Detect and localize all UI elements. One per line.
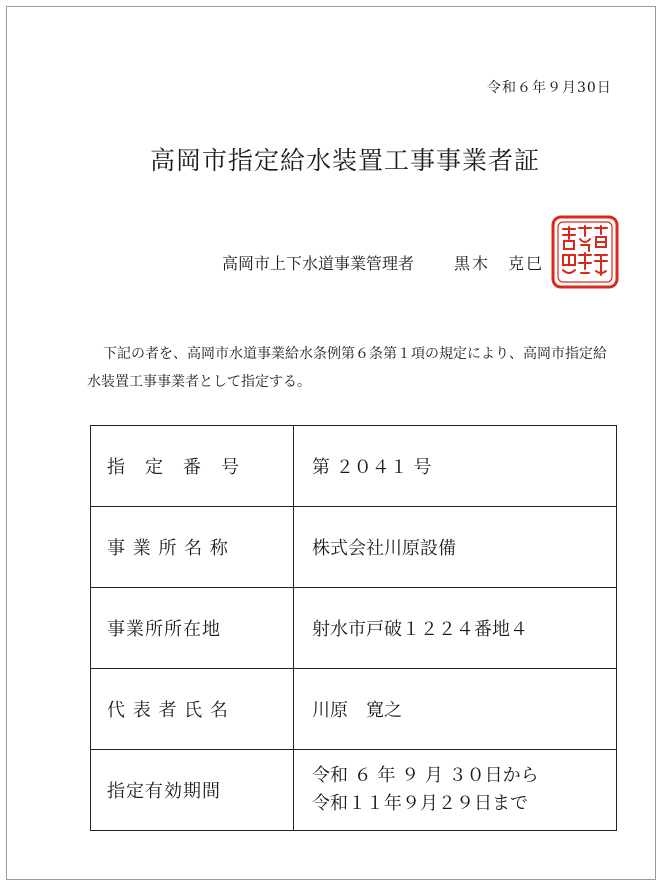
designation-number: 第 ２０４１ 号 [294, 426, 617, 507]
validity-period [294, 750, 617, 831]
row-label-designation-number: 指 定 番 号 [91, 426, 294, 507]
table-row [91, 588, 617, 669]
issuer-title: 高岡市上下水道事業管理者 [222, 254, 415, 273]
validity-start: 令和 ６ 年 ９ 月 ３０日から [312, 765, 539, 786]
table-row [91, 750, 617, 831]
row-label-representative: 代 表 者 氏 名 [91, 669, 294, 750]
document-title: 高岡市指定給水装置工事事業者証 [150, 146, 541, 175]
issue-date: 令和６年９月30日 [487, 80, 612, 96]
certificate-page [6, 6, 656, 880]
business-address: 射水市戸破１２２４番地４ [294, 588, 617, 669]
validity-end: 令和１１年９月２９日まで [312, 793, 528, 814]
business-name: 株式会社川原設備 [294, 507, 617, 588]
body-paragraph: 下記の者を、高岡市水道事業給水条例第６条第１項の規定により、高岡市指定給水装置工事事業者として指定する。 [87, 346, 607, 390]
representative-name: 川原 寛之 [294, 669, 617, 750]
row-label-business-address: 事業所所在地 [91, 588, 294, 669]
issuer-line [222, 251, 544, 274]
row-label-validity-period: 指定有効期間 [91, 750, 294, 831]
official-seal-icon [551, 215, 619, 289]
issuer-name: 黒木 克巳 [454, 254, 545, 273]
table-row [91, 507, 617, 588]
table-row [91, 426, 617, 507]
table-row [91, 669, 617, 750]
row-label-business-name: 事 業 所 名 称 [91, 507, 294, 588]
designation-info-table [90, 425, 617, 831]
